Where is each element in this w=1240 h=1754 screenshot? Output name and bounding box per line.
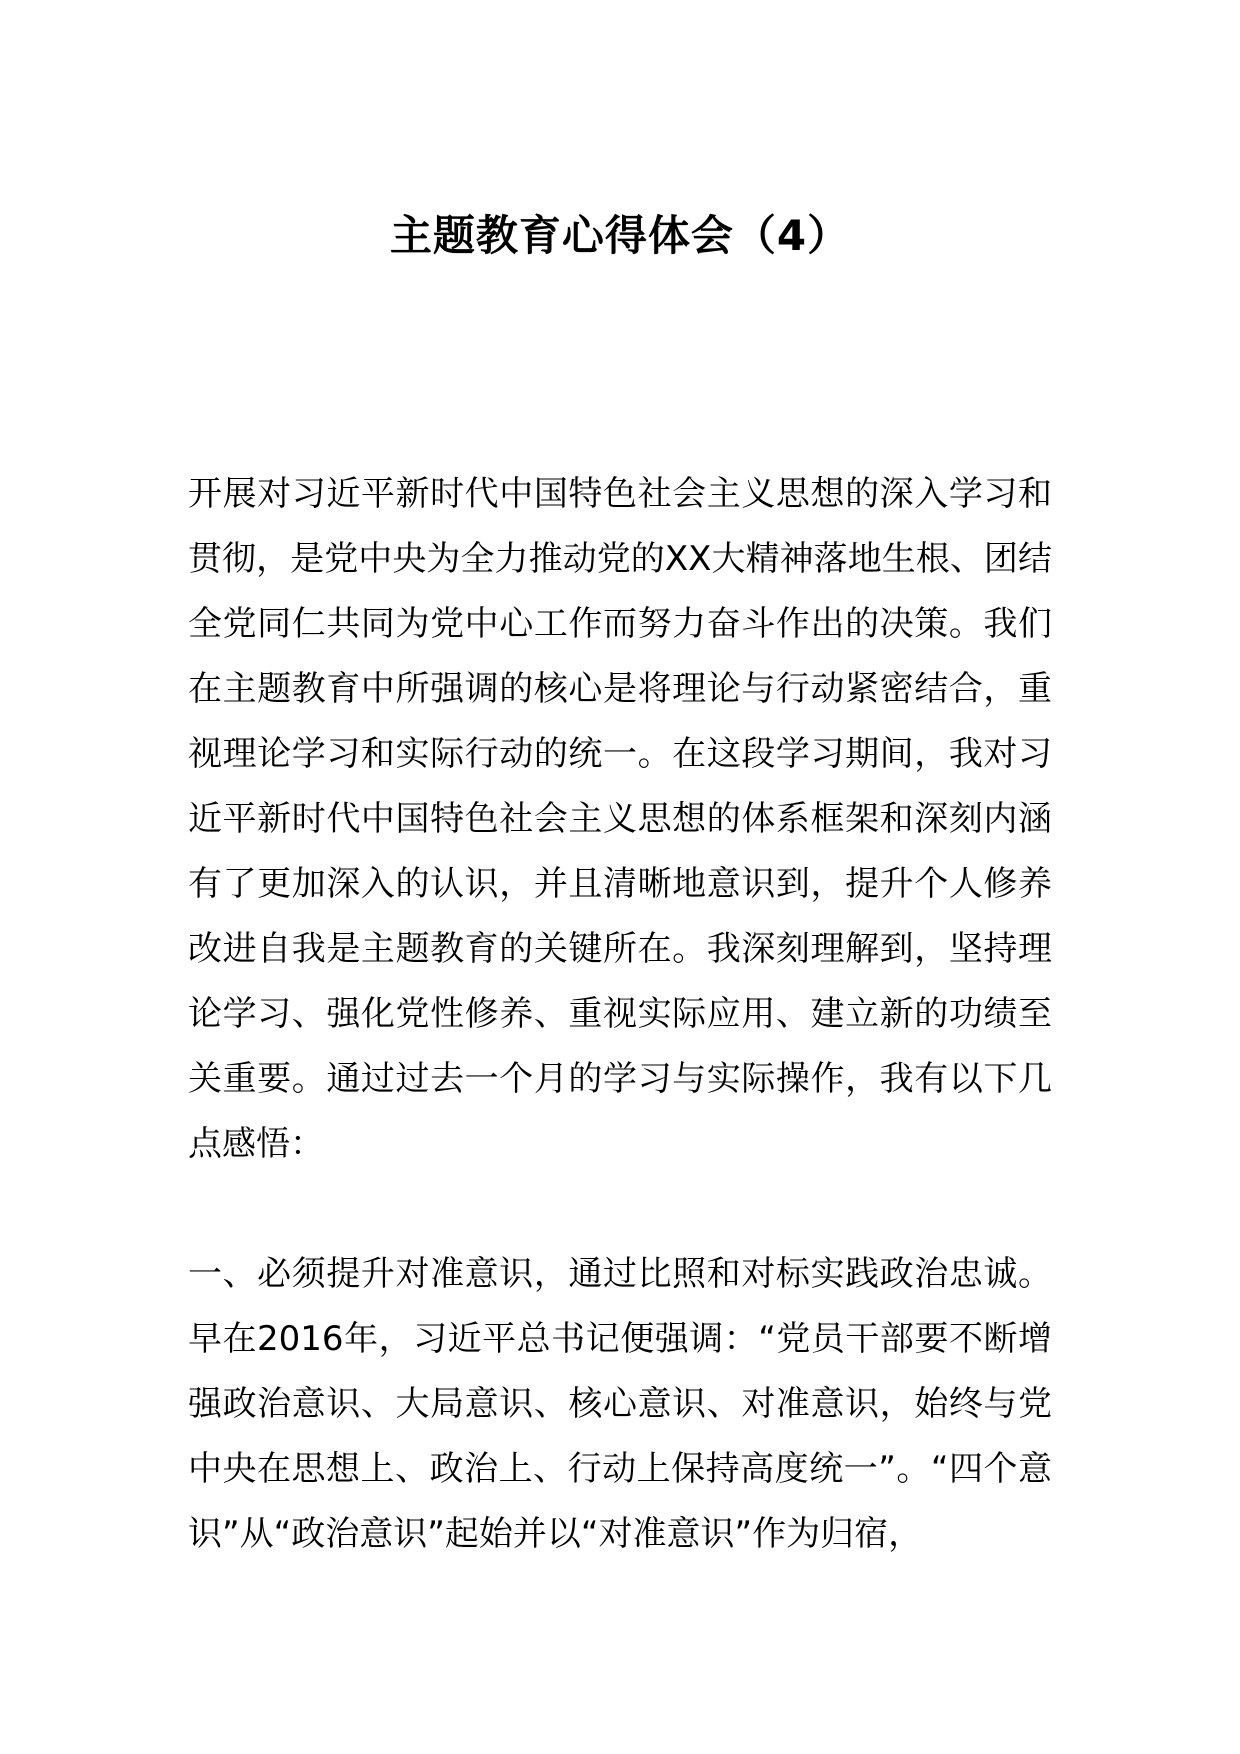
paragraph-intro: 开展对习近平新时代中国特色社会主义思想的深入学习和贯彻，是党中央为全力推动党的XX大精神落地生根、团结全党同仁共同为党中心工作而努力奋斗作出的决策。我们在主题教育中所强调的核心是将理论与行动紧密结合，重视理论学习和实际行动的统一。在这段学习期间，我对习近平新时代中国特色社会主义思想的体系框架和深刻内涵有了更加深入的认识，并且清晰地意识到，提升个人修养改进自我是主题教育的关键所在。我深刻理解到，坚持理论学习、强化党性修养、重视实际应用、建立新的功绩至关重要。通过过去一个月的学习与实际操作，我有以下几点感悟：	[188, 474, 1052, 1164]
document-title: 主题教育心得体会（4）	[389, 211, 851, 260]
paragraph-point-one: 一、必须提升对准意识，通过比照和对标实践政治忠诚。早在2016年，习近平总书记便强调：“党员干部要不断增强政治意识、大局意识、核心意识、对准意识，始终与党中央在思想上、政治上、行动上保持高度统一”。“四个意识”从“政治意识”起始并以“对准意识”作为归宿，	[188, 1254, 1052, 1554]
document-body	[188, 462, 1052, 1567]
